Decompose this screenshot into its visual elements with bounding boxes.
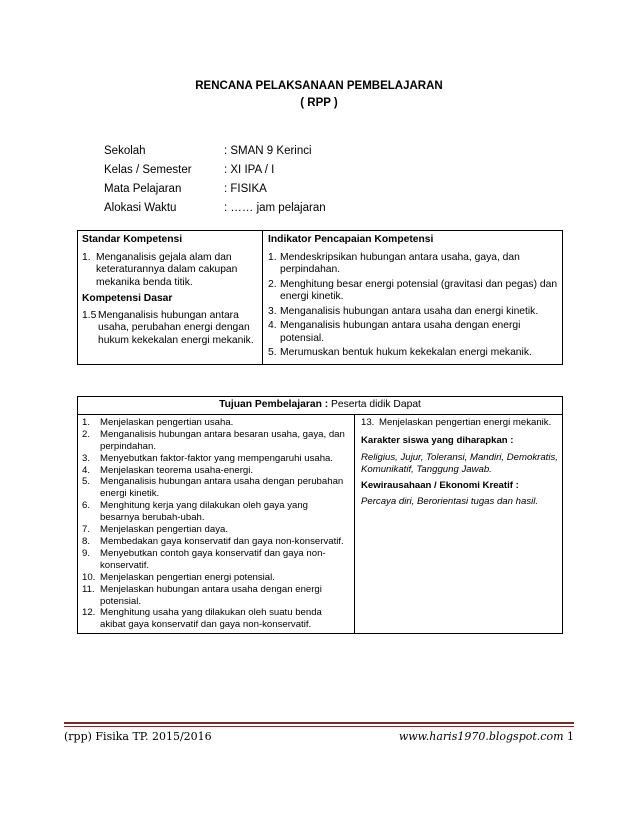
list-number: 1.	[82, 251, 91, 263]
list-text: Menjelaskan pengertian usaha.	[100, 416, 234, 428]
kd-header: Kompetensi Dasar	[82, 293, 173, 304]
page-subtitle: ( RPP )	[300, 97, 338, 109]
list-text: Menyebutkan contoh gaya konservatif dan gaya non-konservatif.	[100, 547, 326, 571]
list-text: Menghitung usaha yang dilakukan oleh suatu benda akibat gaya konservatif dan gaya non-konservatif.	[100, 607, 322, 631]
list-item	[82, 500, 348, 524]
list-item	[82, 453, 348, 465]
list-number: 2.	[268, 278, 277, 290]
list-number: 9.	[82, 547, 91, 559]
list-number: 13.	[361, 416, 375, 428]
competency-table	[77, 230, 563, 365]
kewirausahaan-header: Kewirausahaan / Ekonomi Kreatif :	[361, 479, 519, 491]
list-number: 8.	[82, 535, 91, 547]
list-text: Menganalisis hubungan antara usaha dengan energi potensial.	[280, 320, 521, 344]
list-item	[82, 429, 348, 453]
list-number: 5.	[268, 347, 277, 358]
footer-left-text: (rpp) Fisika TP. 2015/2016	[64, 730, 212, 743]
list-text: Menjelaskan teorema usaha-energi.	[100, 464, 254, 476]
list-item	[361, 417, 558, 429]
list-number: 5.	[82, 476, 91, 488]
list-number: 10.	[82, 571, 96, 583]
list-text: Merumuskan bentuk hukum kekekalan energi mekanik.	[280, 347, 532, 358]
list-text: Menganalisis gejala alam dan keteraturannya dalam cakupan mekanika benda titik.	[96, 251, 238, 288]
list-item	[268, 320, 558, 345]
kewirausahaan-text: Percaya diri, Berorientasi tugas dan hasil.	[361, 496, 539, 508]
list-item	[82, 465, 348, 477]
objectives-list-continued	[361, 417, 558, 429]
info-label: Alokasi Waktu	[104, 202, 177, 214]
list-number: 7.	[82, 524, 91, 536]
ikpi-cell	[263, 231, 563, 365]
list-number: 12.	[82, 607, 96, 619]
list-text: Menganalisis hubungan antara usaha dan energi kinetik.	[280, 305, 539, 317]
list-item	[268, 347, 558, 360]
list-text: Menjelaskan pengertian energi potensial.	[100, 571, 275, 583]
objectives-header-bold: Tujuan Pembelajaran :	[219, 399, 329, 410]
info-label: Mata Pelajaran	[104, 183, 182, 195]
list-text: Menjelaskan hubungan antara usaha dengan energi potensial.	[100, 583, 322, 607]
list-item	[82, 536, 348, 548]
objectives-header-text: Peserta didik Dapat	[328, 399, 421, 410]
sk-kd-cell	[78, 231, 263, 365]
ikpi-list	[268, 252, 558, 360]
list-item	[82, 572, 348, 584]
list-number: 3.	[82, 452, 91, 464]
footer-right	[399, 730, 574, 743]
info-label: Sekolah	[104, 145, 146, 157]
list-number: 3.	[268, 305, 277, 317]
list-number: 4.	[82, 464, 91, 476]
info-value: : SMAN 9 Kerinci	[224, 145, 312, 157]
objectives-left-cell	[78, 414, 355, 633]
list-number: 4.	[268, 320, 277, 331]
list-text: Menganalisis hubungan antara usaha, perubahan energi dengan hukum kekekalan energi mekanik.	[98, 309, 254, 346]
kd-list	[82, 310, 258, 348]
list-text: Menghitung besar energi potensial (gravitasi dan pegas) dan energi kinetik.	[280, 278, 558, 302]
list-item	[268, 252, 558, 277]
list-text: Mendeskripsikan hubungan antara usaha, gaya, dan perpindahan.	[280, 251, 520, 275]
info-label: Kelas / Semester	[104, 164, 192, 176]
objectives-header	[78, 397, 563, 415]
footer-rule-thin	[64, 726, 574, 727]
sk-list	[82, 252, 258, 290]
sk-header: Standar Kompetensi	[82, 234, 183, 245]
footer-url: www.haris1970.blogspot.com	[398, 730, 564, 743]
list-number: 2.	[82, 428, 91, 440]
list-text: Membedakan gaya konservatif dan gaya non-konservatif.	[100, 535, 344, 547]
info-value: : …… jam pelajaran	[224, 202, 326, 214]
karakter-text: Religius, Jujur, Toleransi, Mandiri, Demokratis, Komunikatif, Tanggung Jawab.	[361, 451, 558, 475]
list-number: 1.	[82, 416, 91, 428]
ikpi-header: Indikator Pencapaian Kompetensi	[268, 234, 434, 245]
list-text: Menyebutkan faktor-faktor yang mempengaruhi usaha.	[100, 452, 334, 464]
list-item	[268, 306, 558, 319]
footer-rule-thick	[64, 722, 574, 724]
list-item	[82, 476, 348, 500]
list-number: 1.	[268, 251, 277, 263]
objectives-table	[77, 396, 563, 634]
karakter-header: Karakter siswa yang diharapkan :	[361, 434, 514, 446]
list-item	[82, 607, 348, 631]
objectives-list	[82, 417, 348, 631]
list-text: Menganalisis hubungan antara usaha dengan perubahan energi kinetik.	[100, 476, 344, 500]
list-item	[82, 584, 348, 608]
list-item	[82, 417, 348, 429]
list-text: Menganalisis hubungan antara besaran usaha, gaya, dan perpindahan.	[100, 428, 345, 452]
list-item	[82, 548, 348, 572]
list-item	[82, 524, 348, 536]
list-number: 1.5	[82, 309, 97, 321]
objectives-right-cell	[355, 414, 563, 633]
page-number: 1	[567, 730, 574, 743]
page-title: RENCANA PELAKSANAAN PEMBELAJARAN	[195, 80, 443, 92]
list-number: 6.	[82, 500, 91, 512]
list-item	[82, 310, 258, 348]
info-value: : XI IPA / I	[224, 164, 275, 176]
info-value: : FISIKA	[224, 183, 267, 195]
list-text: Menjelaskan pengertian energi mekanik.	[379, 416, 552, 428]
list-item	[268, 279, 558, 304]
list-text: Menghitung kerja yang dilakukan oleh gaya yang besarnya berubah-ubah.	[100, 500, 309, 524]
list-number: 11.	[82, 583, 95, 595]
list-text: Menjelaskan pengertian daya.	[100, 524, 229, 536]
list-item	[82, 252, 258, 290]
